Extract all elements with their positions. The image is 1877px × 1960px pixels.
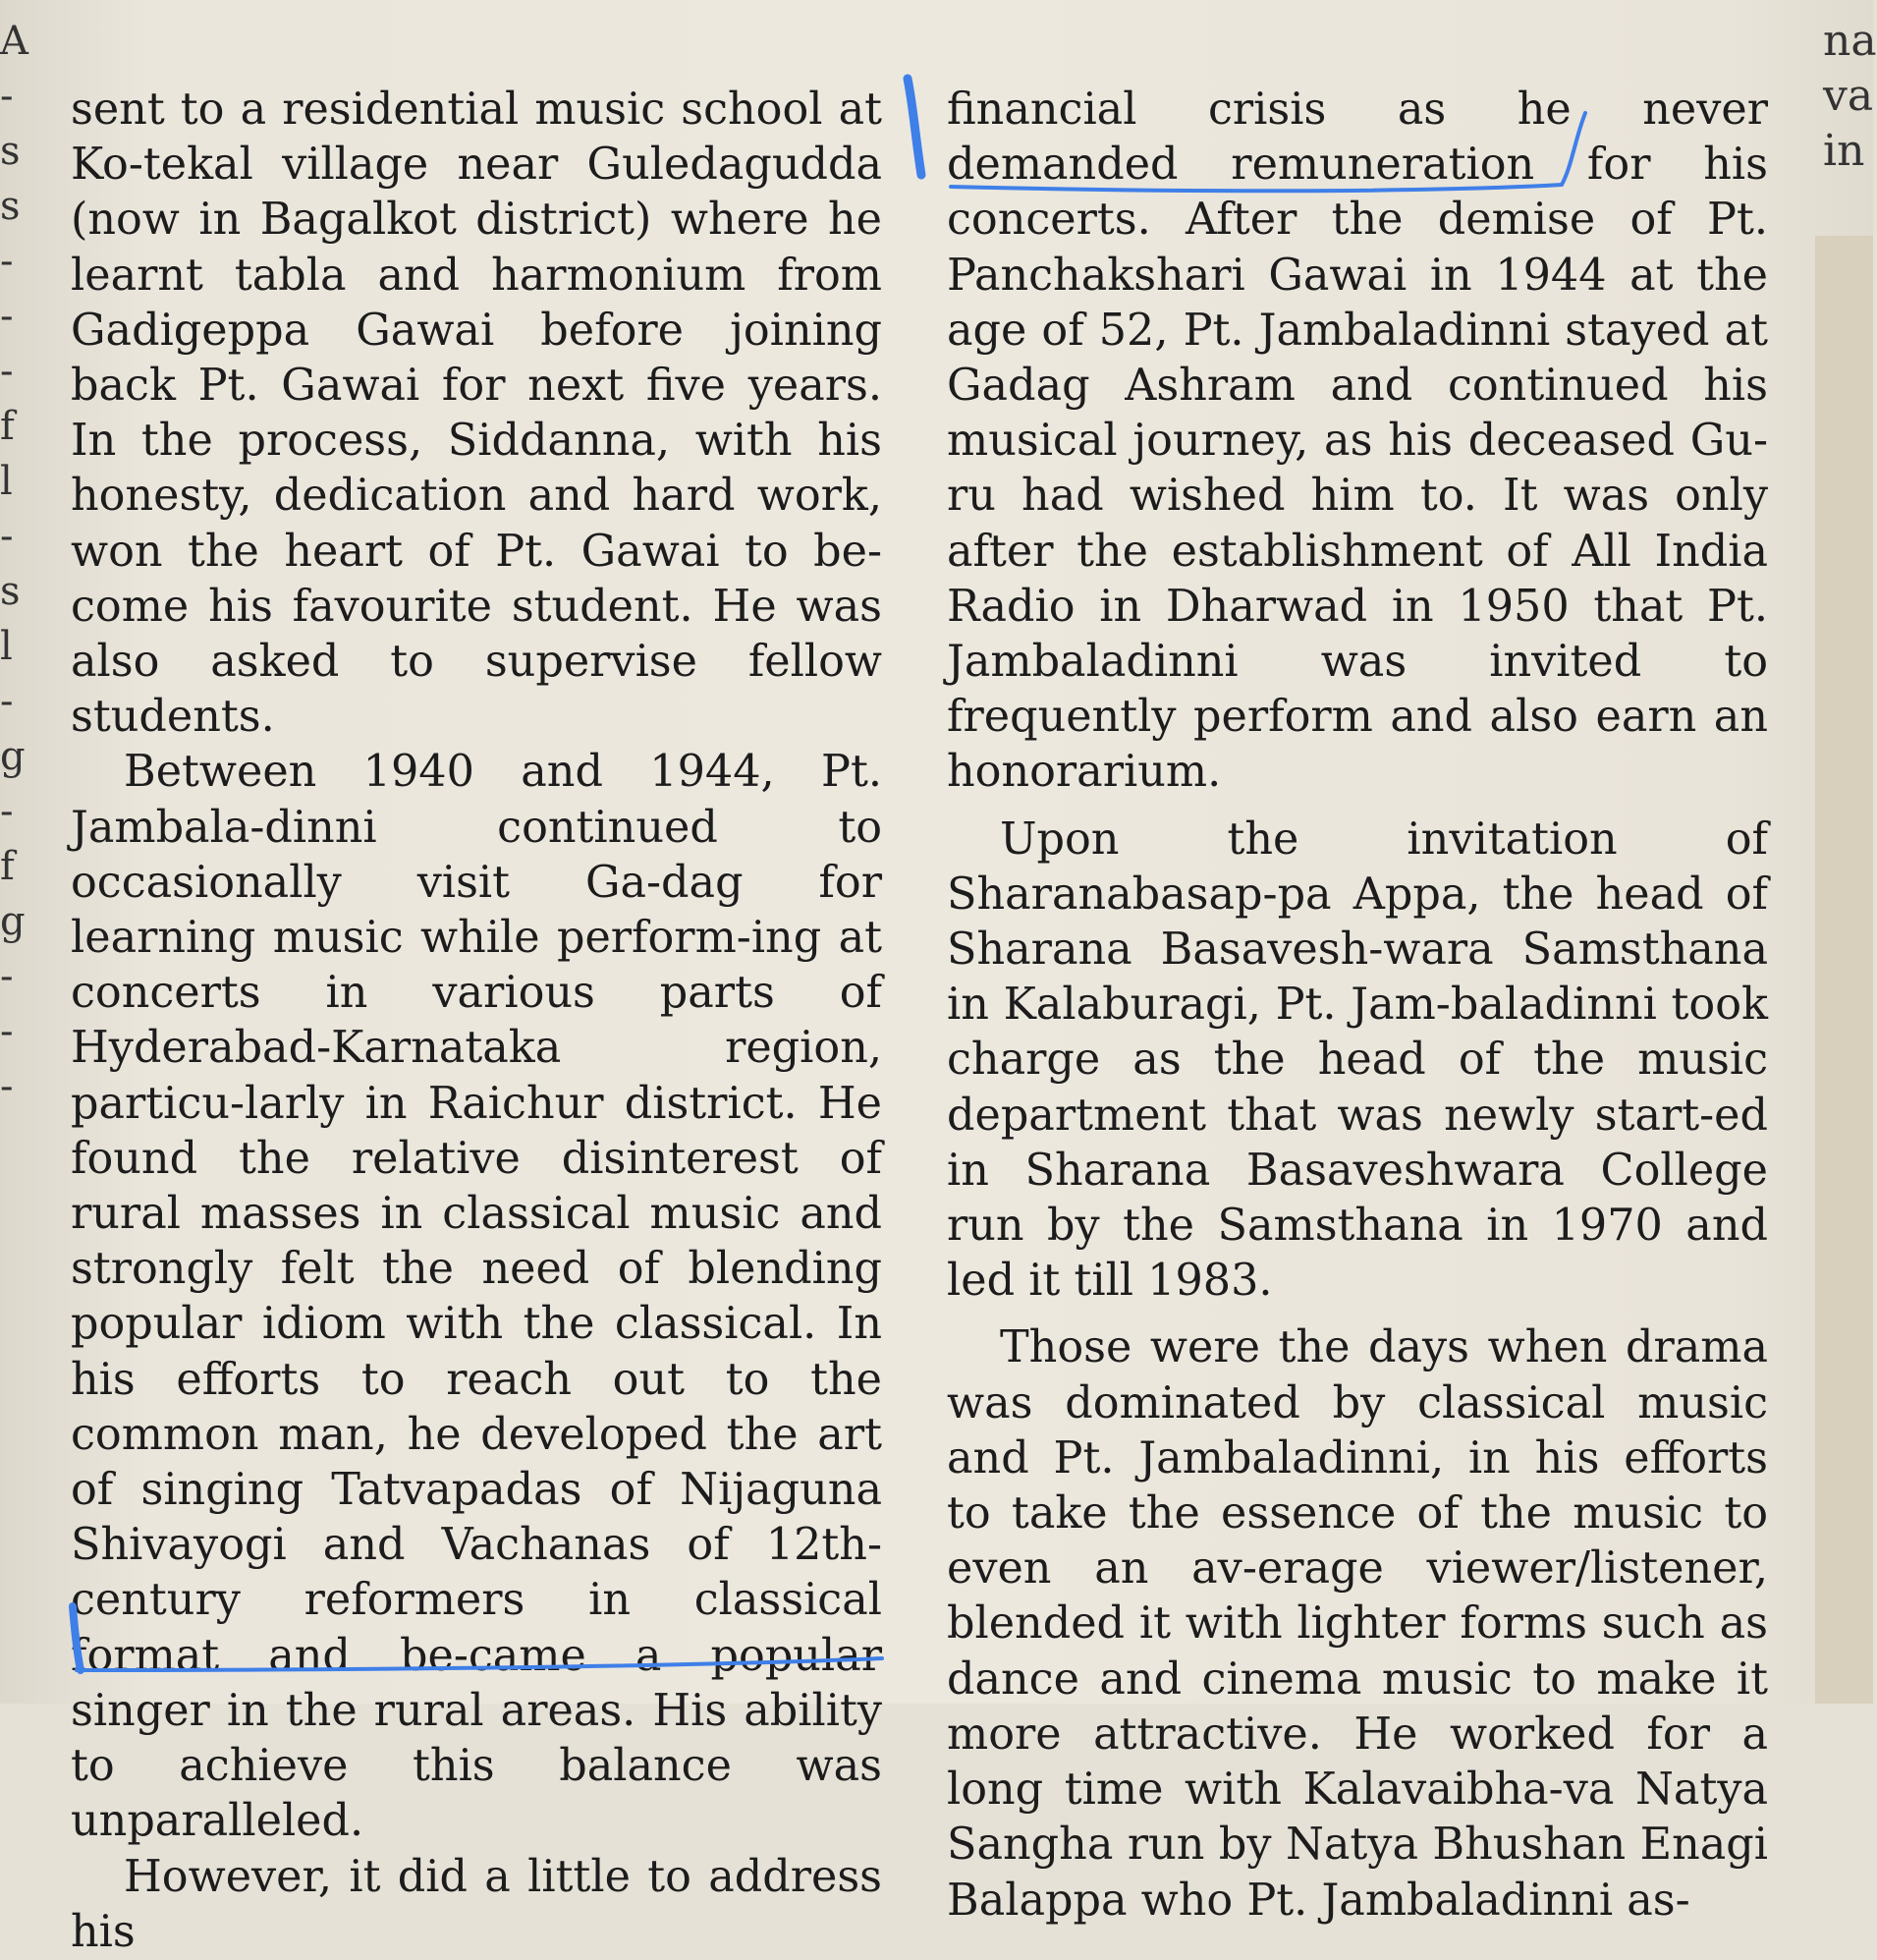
article-column-middle [947,83,1768,1929]
paragraph: Those were the days when drama was dominated by classical music and Pt. Jambaladinni, in his efforts to take the essence of the music to even an av-erage viewer/listener, blended it with lighter forms such as dance and cinema music to make it more attractive. He worked for a long time with Kalavaibha-va Natya Sangha run by Natya Bhushan Enagi Balappa who Pt. Jambaladinni as- [947,1322,1768,1926]
paragraph: sent to a residential music school at Ko-tekal village near Guledagudda (now in Bagalkot district) where he learnt tabla and harmonium from Gadigeppa Gawai before joining back Pt. Gawai for next five years. In the process, Siddanna, with his honesty, dedication and hard work, won the heart of Pt. Gawai to be-come his favourite student. He was also asked to supervise fellow students. [71,84,882,743]
edge-fragment: A [0,19,28,64]
edge-fragment: - [0,349,14,394]
edge-fragment: f [0,844,15,889]
edge-fragment: va [1823,71,1874,121]
article-column-left [71,83,882,1960]
edge-fragment: l [0,624,13,669]
edge-fragment: - [0,294,14,339]
edge-fragment: - [0,954,14,999]
edge-fragment: in [1823,126,1865,176]
right-edge-fragments [1823,14,1877,179]
edge-fragment: - [0,1009,14,1054]
edge-fragment: na [1823,16,1877,66]
paragraph-highlighted: financial crisis as he never demanded remuneration for his concerts. After the demise of Pt. Panchakshari Gawai in 1944 at the age of 52, Pt. Jambaladinni stayed at Gadag Ashram and continued his musical journey, as his deceased Gu-ru had wished him to. It was only after the establishment of All India Radio in Dharwad in 1950 that Pt. Jambaladinni was invited to frequently perform and also earn an honorarium. [947,84,1768,798]
edge-fragment: l [0,459,13,504]
paragraph: Between 1940 and 1944, Pt. Jambala-dinni continued to occasionally visit Ga-dag for learning music while perform-ing at concerts in various parts of Hyderabad-Karnataka region, particu-larly in Raichur district. He found the relative disinterest of rural masses in classical music and strongly felt the need of blending popular idiom with the classical. In his efforts to reach out to the common man, he developed the art of singing Tatvapadas of Nijaguna Shivayogi and Vachanas of 12th-century reformers in classical format and be-came a popular singer in the rural areas. His ability to achieve this balance was unparalleled. [71,747,882,1847]
left-edge-fragments [0,14,28,1114]
edge-fragment: - [0,1064,14,1109]
edge-fragment: s [0,184,21,229]
edge-fragment: g [0,734,26,779]
paragraph-highlighted: However, it did a little to address his [71,1851,882,1957]
edge-fragment: g [0,899,26,944]
edge-fragment: f [0,404,15,449]
adjacent-page-shadow [1815,236,1873,1704]
edge-fragment: - [0,74,14,119]
edge-fragment: s [0,569,21,614]
edge-fragment: - [0,514,14,559]
edge-fragment: - [0,239,14,284]
edge-fragment: - [0,679,14,724]
edge-fragment: s [0,129,21,174]
paragraph: Upon the invitation of Sharanabasap-pa Appa, the head of Sharana Basavesh-wara Samsthana in Kalaburagi, Pt. Jam-baladinni took charge as the head of the music department that was newly start-ed in Sharana Basaveshwara College run by the Samsthana in 1970 and led it till 1983. [947,813,1768,1307]
edge-fragment: - [0,789,14,834]
